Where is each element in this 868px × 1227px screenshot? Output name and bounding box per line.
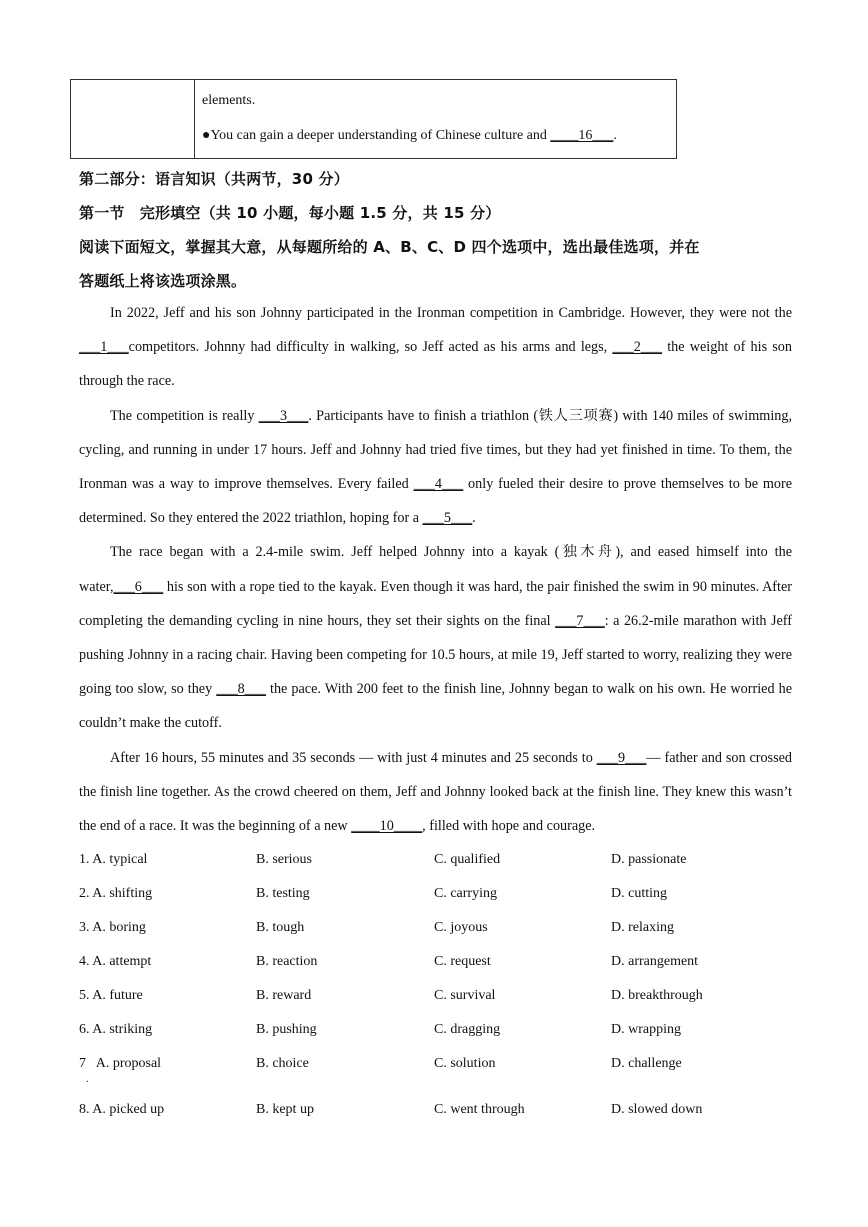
option-b: B. tough [256,920,305,935]
paragraph-3 [79,535,792,740]
option-a: 4. A. attempt [79,954,152,969]
option-d: D. passionate [611,852,687,867]
options-row-6 [79,1022,799,1044]
option-a: 3. A. boring [79,920,146,935]
text: , filled with hope and courage. [422,818,596,835]
option-d: D. arrangement [611,954,699,969]
option-c: C. solution [434,1056,496,1071]
text: only fueled their desire to prove themselves to be more determined. So they entered the 2022 triathlon, hoping for a [79,476,792,527]
blank-9: ___9___ [596,749,647,766]
paragraph-4 [79,741,792,844]
option-a: 1. A. typical [79,852,148,867]
blank-4: ___4___ [413,476,464,493]
text: his son with a rope tied to the kayak. Even though it was hard, the pair finished the swim in 90 minutes. After completing the demanding cycling in nine hours, they set their sights on the final [79,578,792,629]
option-c: C. joyous [434,920,488,935]
table-fragment [70,79,677,159]
options-row-1 [79,852,799,874]
options-row-5 [79,988,799,1010]
paragraph-1 [79,296,792,399]
text: The race began with a 2.4-mile swim. Jeff helped Johnny into a kayak (独木舟), and eased himself into the water, [79,544,792,595]
option-c: C. qualified [434,852,501,867]
text: competitors. Johnny had difficulty in walking, so Jeff acted as his arms and legs, [128,339,613,356]
option-c: C. carrying [434,886,497,901]
stray-period-mark: . [86,1074,89,1085]
option-c: C. survival [434,988,496,1003]
text: The competition is really [110,407,259,424]
blank-7: ___7___ [555,612,605,629]
table-text-line-1: elements. [202,93,256,108]
option-b: B. reaction [256,954,318,969]
options-row-8 [79,1102,799,1124]
blank-3: ___3___ [258,407,309,424]
option-d: D. slowed down [611,1102,703,1117]
option-a: 5. A. future [79,988,143,1003]
option-b: B. choice [256,1056,309,1071]
blank-16: ____16___ [550,128,614,143]
option-d: D. relaxing [611,920,674,935]
options-row-2 [79,886,799,908]
text: — father and son crossed the finish line together. As the crowd cheered on them, Jeff and Johnny looked back at the finish line. They knew this wasn’t the end of a race. It was the beginning of a new [79,749,792,835]
blank-6: ___6___ [113,578,164,595]
options-row-7 [79,1056,799,1078]
blank-5: ___5___ [422,510,473,527]
option-d: D. cutting [611,886,667,901]
text: In 2022, Jeff and his son Johnny participated in the Ironman competition in Cambridge. However, they were not the [110,305,792,321]
option-b: B. pushing [256,1022,317,1037]
text: . [472,510,476,527]
text: . Participants have to finish a triathlon (铁人三项赛) with 140 miles of swimming, cycling, and running in under 17 hours. Jeff and Johnny had tried five times, but they had yet finished in time. To them, the Ironman was a way to improve themselves. Every failed [79,407,792,493]
option-b: B. reward [256,988,312,1003]
blank-2: ___2___ [612,339,663,356]
instructions-line-2: 答题纸上将该选项涂黑。 [79,272,247,290]
option-d: D. wrapping [611,1022,681,1037]
option-c: C. dragging [434,1022,501,1037]
cloze-passage [79,296,792,843]
text: the pace. With 200 feet to the finish line, Johnny began to walk on his own. He worried he couldn’t make the cutoff. [79,681,792,732]
section-1-heading: 第一节 完形填空（共 10 小题，每小题 1.5 分，共 15 分） [79,204,501,222]
option-b: B. serious [256,852,312,867]
option-b: B. testing [256,886,310,901]
options-row-3 [79,920,799,942]
option-a: 7 A. proposal [79,1056,162,1071]
instructions-line-1: 阅读下面短文，掌握其大意，从每题所给的 A、B、C、D 四个选项中，选出最佳选项，并在 [79,238,700,256]
text: : a 26.2-mile marathon with Jeff pushing Johnny in a racing chair. Having been competing for 10.5 hours, at mile 19, Jeff started to worry, realizing they were going too slow, so they [79,612,792,698]
option-a: 2. A. shifting [79,886,153,901]
option-d: D. challenge [611,1056,682,1071]
blank-1: ___1___ [79,339,129,356]
option-a: 6. A. striking [79,1022,153,1037]
options-row-4 [79,954,799,976]
table-line-2-end: . [613,128,617,143]
option-c: C. request [434,954,491,969]
option-b: B. kept up [256,1102,314,1117]
blank-8: ___8___ [216,681,266,698]
option-c: C. went through [434,1102,525,1117]
table-left-column [71,80,195,158]
option-a: 8. A. picked up [79,1102,165,1117]
table-text-line-2 [202,128,617,144]
part-2-heading: 第二部分：语言知识（共两节，30 分） [79,170,349,188]
paragraph-2 [79,399,792,536]
text: the weight of his son through the race. [79,339,792,390]
option-d: D. breakthrough [611,988,703,1003]
blank-10: ____10____ [351,818,423,835]
text: After 16 hours, 55 minutes and 35 seconds — with just 4 minutes and 25 seconds to [110,749,597,766]
table-line-2-text: ●You can gain a deeper understanding of Chinese culture and [202,128,551,143]
